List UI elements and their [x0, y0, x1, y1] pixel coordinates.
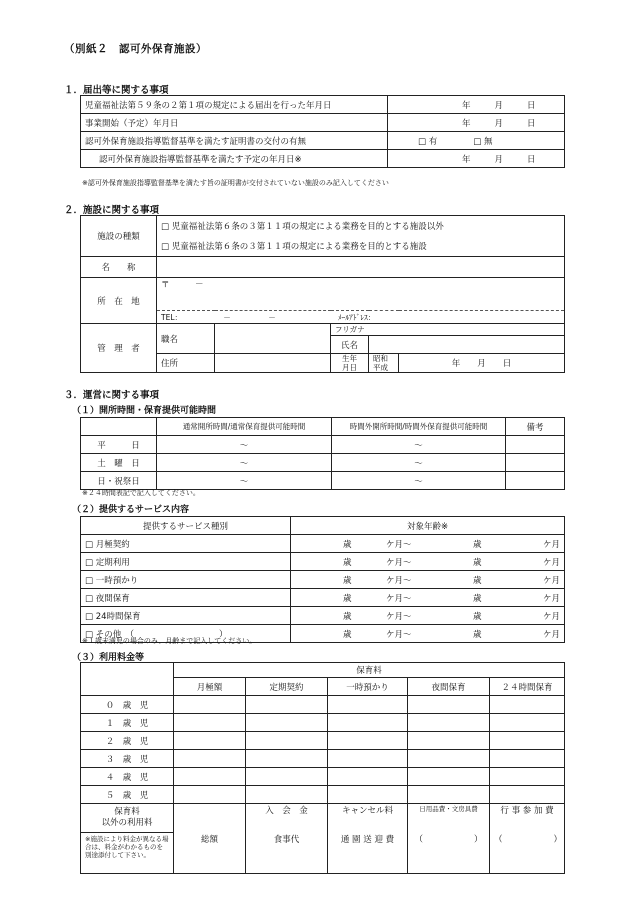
- supplies-fee-field[interactable]: （ ）: [408, 833, 490, 874]
- section-1-heading: １．届出等に関する事項: [64, 85, 169, 96]
- other-fee-note: ※施設により料金が異なる場合は、料金がわかるものを別途添付して下さい。: [81, 833, 174, 874]
- fee-cell[interactable]: [408, 714, 490, 732]
- hours-head-blank: [81, 418, 157, 436]
- facility-table: [80, 215, 565, 373]
- certificate-no-checkbox[interactable]: □ 無: [473, 136, 493, 147]
- supplies-fee-label: 日用品費・文房具費: [408, 804, 490, 833]
- birth-label: 生年 月日: [331, 354, 369, 373]
- hours-head-normal: 通常開所時間/通常保育提供可能時間: [157, 418, 332, 436]
- notification-date-value[interactable]: 年 月 日: [388, 96, 565, 114]
- fee-head-blank: [81, 663, 174, 696]
- fee-cell[interactable]: [246, 786, 328, 804]
- fee-row-label: ３ 歳 児: [81, 750, 174, 768]
- fee-subheading: （３）利用料金等: [72, 653, 145, 663]
- fee-cell[interactable]: [246, 696, 328, 714]
- manager-address-field[interactable]: [215, 354, 331, 373]
- hours-head-overtime: 時間外開所時間/時間外保育提供可能時間: [332, 418, 506, 436]
- fee-cell[interactable]: [408, 768, 490, 786]
- hours-normal-field[interactable]: ～: [157, 436, 332, 454]
- fee-row-label: ０ 歳 児: [81, 696, 174, 714]
- facility-address-label: 所 在 地: [81, 278, 157, 324]
- fee-cell[interactable]: [174, 750, 246, 768]
- service-row: □ 月極契約 歳 ケ月～ 歳 ケ月: [81, 535, 565, 553]
- transport-fee-label: 通 園 送 迎 費: [328, 833, 408, 874]
- fee-row: [81, 786, 565, 804]
- service-row: □ 定期利用 歳 ケ月～ 歳 ケ月: [81, 553, 565, 571]
- section-1-note: ※認可外保育施設指導監督基準を満たす旨の証明書が交付されていない施設のみ記入してください: [82, 179, 389, 187]
- postal-code-field[interactable]: 〒 －: [157, 278, 565, 311]
- service-subheading: （２）提供するサービス内容: [72, 505, 190, 515]
- fee-cell[interactable]: [328, 714, 408, 732]
- facility-name-label: 名 称: [81, 257, 157, 278]
- service-type-head: 提供するサービス種別: [81, 517, 291, 535]
- fee-row: [81, 714, 565, 732]
- hours-row-label: 平 日: [81, 436, 157, 454]
- tel-mail-field[interactable]: [157, 311, 565, 324]
- service-type[interactable]: □ その他 （ ）: [81, 625, 291, 643]
- start-date-value[interactable]: 年 月 日: [388, 114, 565, 132]
- fee-head-top: 保育料: [174, 663, 565, 678]
- hours-remarks-field[interactable]: [506, 436, 565, 454]
- fee-cell[interactable]: [246, 768, 328, 786]
- service-age-head: 対象年齢※: [291, 517, 565, 535]
- certificate-label: 認可外保育施設指導監督基準を満たす証明書の交付の有無: [81, 132, 388, 150]
- fee-row-label: ２ 歳 児: [81, 732, 174, 750]
- standard-date-value[interactable]: 年 月 日: [388, 150, 565, 168]
- standard-date-label: 認可外保育施設指導監督基準を満たす予定の年月日※: [81, 150, 388, 168]
- manager-label: 管 理 者: [81, 324, 157, 373]
- hours-overtime-field[interactable]: ～: [332, 472, 506, 490]
- manager-name-field[interactable]: [369, 336, 565, 354]
- page-title: （別紙２ 認可外保育施設）: [64, 43, 207, 55]
- service-row: □ 一時預かり 歳 ケ月～ 歳 ケ月: [81, 571, 565, 589]
- fee-cell[interactable]: [490, 732, 565, 750]
- fee-row-label: ５ 歳 児: [81, 786, 174, 804]
- fee-cell[interactable]: [490, 768, 565, 786]
- fee-cell[interactable]: [408, 696, 490, 714]
- fee-row: [81, 732, 565, 750]
- fee-cell[interactable]: [174, 768, 246, 786]
- facility-kind-option-1[interactable]: □ 児童福祉法第６条の３第１１項の規定による業務を目的とする施設以外: [157, 216, 565, 237]
- service-row: □ 夜間保育 歳 ケ月～ 歳 ケ月: [81, 589, 565, 607]
- mail-label: ﾒｰﾙｱﾄﾞﾚｽ：: [337, 312, 376, 322]
- event-fee-field[interactable]: （ ）: [490, 833, 565, 874]
- facility-name-field[interactable]: [157, 257, 565, 278]
- fee-row-label: １ 歳 児: [81, 714, 174, 732]
- section-2-heading: ２．施設に関する事項: [64, 205, 160, 216]
- fee-row: [81, 768, 565, 786]
- fee-row-label: ４ 歳 児: [81, 768, 174, 786]
- fee-cell[interactable]: [328, 696, 408, 714]
- other-fee-label: 保育料 以外の利用料: [81, 804, 174, 833]
- service-type[interactable]: □ 24時間保育: [81, 607, 291, 625]
- fee-row: [81, 696, 565, 714]
- section-3-heading: ３．運営に関する事項: [64, 390, 160, 401]
- hours-subheading: （１）開所時間・保育提供可能時間: [72, 406, 217, 416]
- fee-cell[interactable]: [328, 750, 408, 768]
- fee-cell[interactable]: [408, 786, 490, 804]
- notification-table: [80, 95, 565, 168]
- fee-col-24h: ２４時間保育: [490, 678, 565, 696]
- hours-note: ※２４時間表記で記入してください。: [82, 489, 200, 497]
- fee-cell[interactable]: [328, 786, 408, 804]
- fee-cell[interactable]: [408, 732, 490, 750]
- fee-col-night: 夜間保育: [408, 678, 490, 696]
- fee-col-temporary: 一時預かり: [328, 678, 408, 696]
- certificate-choice[interactable]: [388, 132, 565, 150]
- service-row: □ その他 （ ） 歳 ケ月～ 歳 ケ月: [81, 625, 565, 643]
- hours-normal-field[interactable]: ～: [157, 472, 332, 490]
- hours-remarks-field[interactable]: [506, 454, 565, 472]
- meal-fee-label: 食事代: [246, 833, 328, 874]
- hours-head-remarks: 備考: [506, 418, 565, 436]
- entrance-fee-label: 入 会 金: [246, 804, 328, 833]
- fee-cell[interactable]: [408, 750, 490, 768]
- service-type[interactable]: □ 夜間保育: [81, 589, 291, 607]
- fee-cell[interactable]: [246, 732, 328, 750]
- birth-era[interactable]: 昭和 平成: [369, 354, 399, 373]
- service-type[interactable]: □ 月極契約: [81, 535, 291, 553]
- tel-label: TEL： － －: [161, 312, 276, 322]
- fee-table: [80, 662, 565, 874]
- fee-cell[interactable]: [246, 714, 328, 732]
- fee-cell[interactable]: [490, 786, 565, 804]
- hours-row-label: 土 曜 日: [81, 454, 157, 472]
- cancel-fee-label: キャンセル料: [328, 804, 408, 833]
- hours-normal-field[interactable]: ～: [157, 454, 332, 472]
- fee-cell[interactable]: [174, 696, 246, 714]
- fee-cell[interactable]: [174, 714, 246, 732]
- fee-cell[interactable]: [246, 750, 328, 768]
- service-row: □ 24時間保育 歳 ケ月～ 歳 ケ月: [81, 607, 565, 625]
- facility-kind-option-2[interactable]: □ 児童福祉法第６条の３第１１項の規定による業務を目的とする施設: [157, 236, 565, 257]
- fee-cell[interactable]: [490, 696, 565, 714]
- fee-row: [81, 750, 565, 768]
- fee-col-regular: 定期契約: [246, 678, 328, 696]
- hours-remarks-field[interactable]: [506, 472, 565, 490]
- start-date-label: 事業開始（予定）年月日: [81, 114, 388, 132]
- service-type[interactable]: □ 一時預かり: [81, 571, 291, 589]
- hours-row-label: 日・祝祭日: [81, 472, 157, 490]
- fee-cell[interactable]: [490, 714, 565, 732]
- manager-name-label: 氏名: [331, 336, 369, 354]
- manager-post-label: 職名: [157, 324, 215, 354]
- fee-cell[interactable]: [328, 732, 408, 750]
- fee-cell[interactable]: [490, 750, 565, 768]
- fee-cell[interactable]: [174, 786, 246, 804]
- service-note: ※１歳未満児の場合のみ、月齢まで記入してください。: [82, 637, 257, 645]
- fee-cell[interactable]: [328, 768, 408, 786]
- hours-overtime-field[interactable]: ～: [332, 436, 506, 454]
- manager-post-field[interactable]: [215, 324, 331, 354]
- service-table: [80, 516, 565, 643]
- manager-address-label: 住所: [157, 354, 215, 373]
- fee-cell[interactable]: [174, 732, 246, 750]
- manager-furigana[interactable]: フリガナ: [331, 324, 565, 336]
- birth-date[interactable]: 年 月 日: [399, 354, 565, 373]
- notification-date-label: 児童福祉法第５９条の２第１項の規定による届出を行った年月日: [81, 96, 388, 114]
- hours-table: [80, 417, 565, 490]
- service-type[interactable]: □ 定期利用: [81, 553, 291, 571]
- fee-col-monthly: 月極額: [174, 678, 246, 696]
- event-fee-label: 行 事 参 加 費: [490, 804, 565, 833]
- facility-kind-label: 施設の種類: [81, 216, 157, 257]
- hours-overtime-field[interactable]: ～: [332, 454, 506, 472]
- other-fee-total-label: 総額: [174, 804, 246, 874]
- certificate-yes-checkbox[interactable]: □ 有: [418, 136, 438, 147]
